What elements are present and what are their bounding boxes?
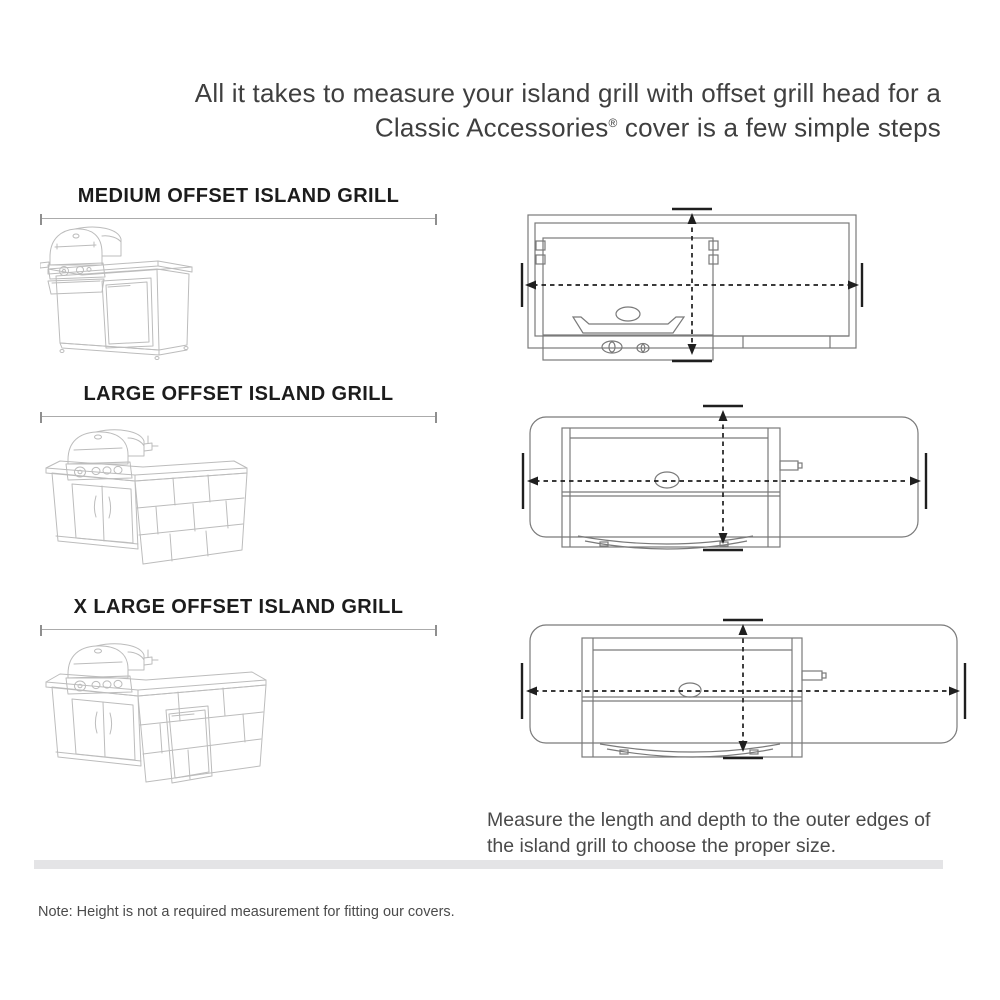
large-topview-diagram [505,395,945,565]
rule-end-tick [40,625,42,636]
heading-line1: All it takes to measure your island grill with offset grill head for a [194,78,941,108]
section-divider-xlarge [40,629,437,630]
length-arrow [522,263,862,307]
footer-note: Note: Height is not a required measurement for fitting our covers. [38,903,455,920]
footer-divider-bar [34,860,943,869]
depth-arrow [723,620,763,758]
large-island-outline [530,417,918,549]
xlarge-grill-illustration [38,636,288,798]
large-grill-illustration [38,424,268,576]
medium-grill-illustration [40,224,220,364]
heading-line2: cover is a few simple steps [617,112,941,143]
section-divider-large [40,416,437,417]
measure-instruction: Measure the length and depth to the outer edges of the island grill to choose the proper size. [487,808,931,857]
rule-end-tick [435,214,437,225]
length-arrow [523,453,926,509]
rule-end-tick [435,625,437,636]
brand-name: Classic Accessories [374,112,609,143]
registered-trademark-symbol: ® [608,116,618,130]
section-title-medium: MEDIUM OFFSET ISLAND GRILL [77,185,400,207]
section-title-xlarge: X LARGE OFFSET ISLAND GRILL [73,596,404,618]
medium-topview-diagram [505,195,875,370]
page-heading [0,78,941,143]
xlarge-topview-diagram [505,610,975,775]
rule-end-tick [435,412,437,423]
rule-end-tick [40,412,42,423]
section-title-large: LARGE OFFSET ISLAND GRILL [83,383,394,405]
section-divider-medium [40,218,437,219]
